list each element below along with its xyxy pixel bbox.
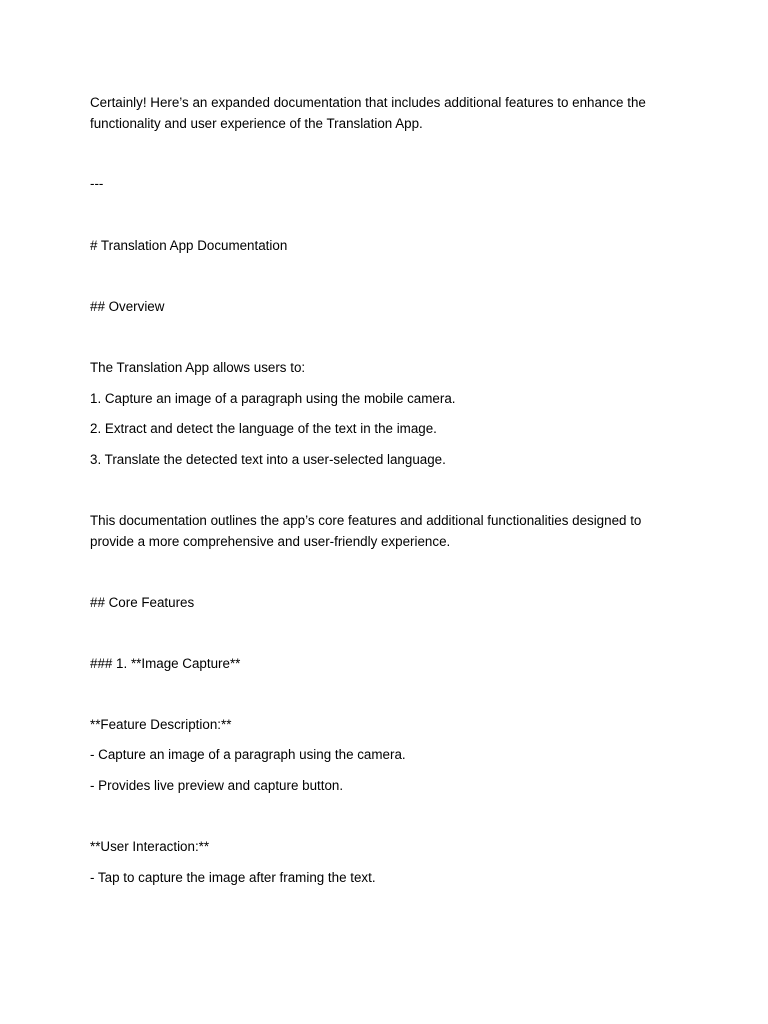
overview-lead: The Translation App allows users to:: [90, 360, 306, 375]
overview-item: 3. Translate the detected text into a user-selected language.: [90, 452, 446, 467]
overview-item: 2. Extract and detect the language of the text in the image.: [90, 421, 437, 436]
user-interaction-label: **User Interaction:**: [90, 839, 210, 854]
user-interaction-item: - Tap to capture the image after framing the text.: [90, 870, 376, 885]
summary-text-line-2: provide a more comprehensive and user-friendly experience.: [90, 534, 451, 549]
overview-item: 1. Capture an image of a paragraph using the mobile camera.: [90, 391, 456, 406]
feature-description-item: - Capture an image of a paragraph using the camera.: [90, 747, 406, 762]
intro-text-line-2: functionality and user experience of the Translation App.: [90, 116, 423, 131]
core-features-heading: ## Core Features: [90, 595, 195, 610]
feature-1-heading: ### 1. **Image Capture**: [90, 656, 241, 671]
separator-line: ---: [90, 176, 104, 191]
document-title: # Translation App Documentation: [90, 238, 288, 253]
overview-heading: ## Overview: [90, 299, 165, 314]
feature-description-item: - Provides live preview and capture button.: [90, 778, 344, 793]
summary-text-line-1: This documentation outlines the app’s core features and additional functionalities designed to: [90, 513, 642, 528]
feature-description-label: **Feature Description:**: [90, 717, 232, 732]
intro-text-line-1: Certainly! Here’s an expanded documentation that includes additional features to enhance the: [90, 95, 646, 110]
